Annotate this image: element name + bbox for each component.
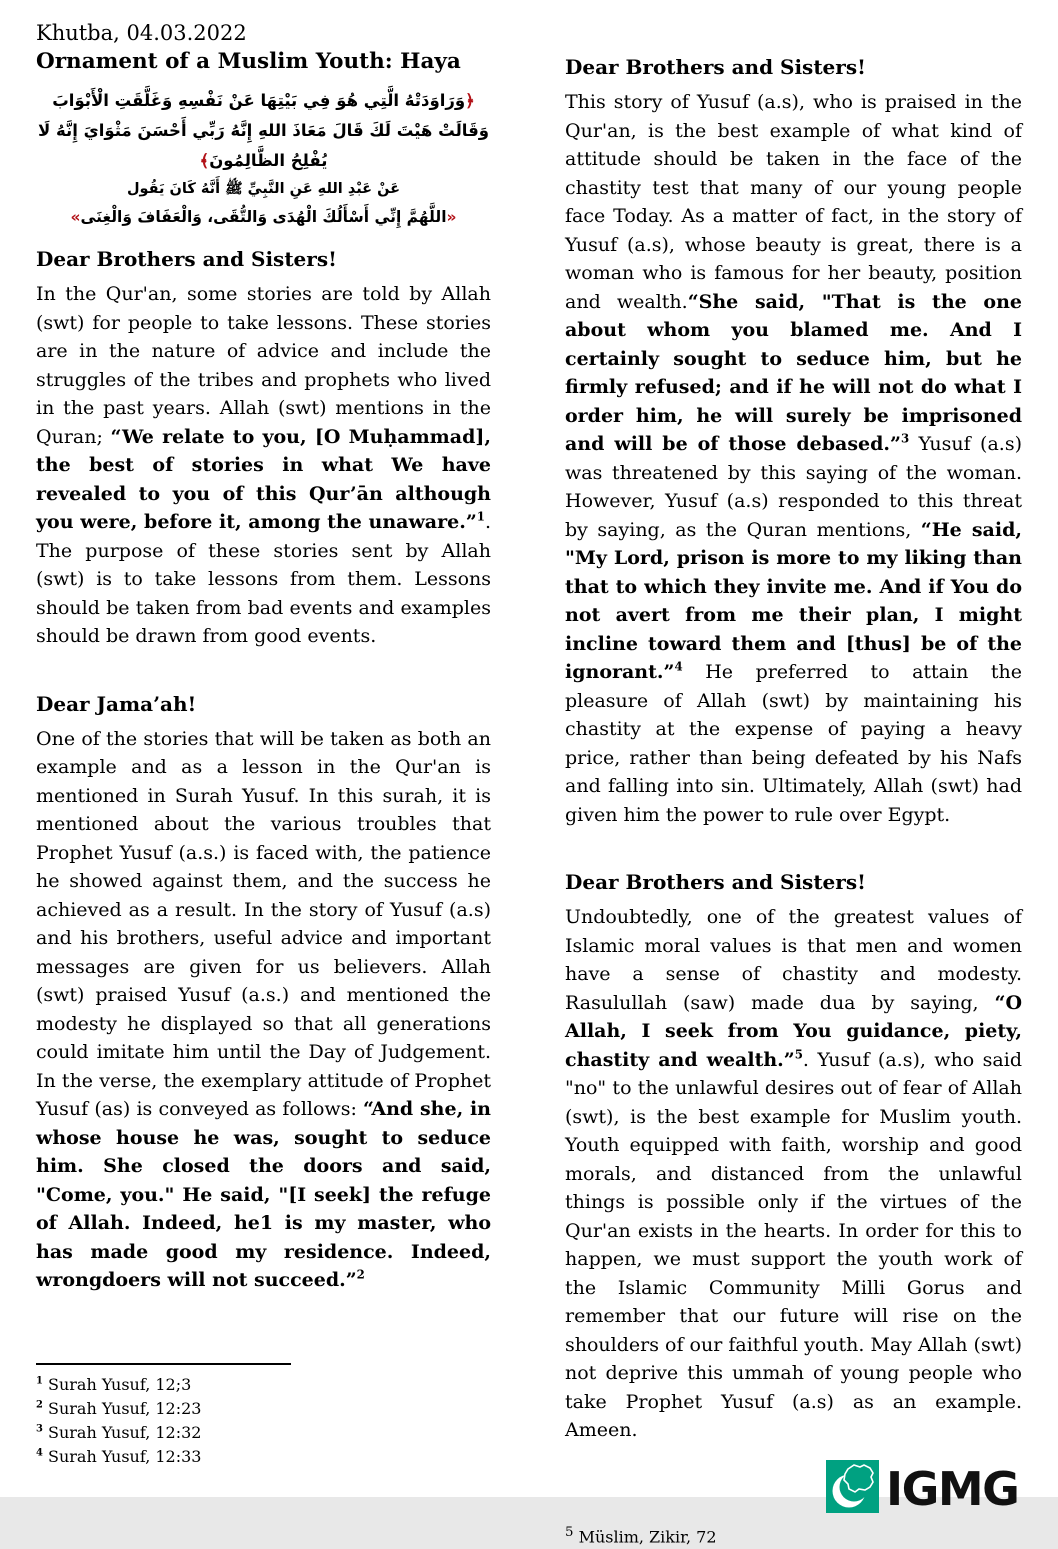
footnote-separator <box>36 1363 291 1365</box>
section-paragraph: Undoubtedly, one of the greatest values of Islamic moral values is that men and women have a sense of chastity and modesty. Rasulullah (saw) made dua by saying, “O Allah, I seek from You guidance, piety, chastity and wealth.”$^5$. Yusuf (a.s), who said "no" to the unlawful desires out of fear of Allah (swt), is the best example for Muslim youth. Youth equipped with faith, worship and good morals, and distanced from the unlawful things is possible only if the virtues of the Qur'an exists in the hearts. In order for this to happen, we must support the youth work of the Islamic Community Milli Gorus and remember that our future will rise on the shoulders of our faithful youth. May Allah (swt) not deprive this ummah of young people who take Prophet Yusuf (a.s) as an example. Ameen. <box>565 906 1022 1441</box>
footnote-2 <box>36 1397 491 1421</box>
footnote-1 <box>36 1373 491 1397</box>
section-heading: Dear Brothers and Sisters! <box>36 247 337 272</box>
section-paragraph: This story of Yusuf (a.s), who is praised in the Qur'an, is the best example of what kind of attitude should be taken in the face of the chastity test that many of our young people face Today. As a matter of fact, in the story of Yusuf (a.s), whose beauty is great, there is a woman who is famous for her beauty, position and wealth.“She said, "That is the one about whom you blamed me. And I certainly sought to seduce him, but he firmly refused; and if he will not do what I order him, he will surely be imprisoned and will be of those debased.”$^3$ Yusuf (a.s) was threatened by this saying of the woman. However, Yusuf (a.s) responded to this threat by saying, as the Quran mentions, “He said, "My Lord, prison is more to my liking than that to which they invite me. And if You do not avert from me their plan, I might incline toward them and [thus] be of the ignorant.”$^4$ He preferred to attain the pleasure of Allah (swt) by maintaining his chastity at the expense of paying a heavy price, rather than being defeated by his Nafs and falling into sin. Ultimately, Allah (swt) had given him the power to rule over Egypt. <box>565 91 1023 826</box>
section-right-1 <box>565 20 1022 829</box>
section-right-2 <box>565 829 1022 1445</box>
left-column <box>36 20 491 1469</box>
footnote-text: Surah Yusuf, 12:32 <box>48 1423 202 1442</box>
arabic-quote-block <box>36 80 491 232</box>
dua-text: اللَّهُمَّ إِنِّي أَسْأَلُكَ الْهُدَى وَالتُّقَى، وَالْعَفَافَ وَالْغِنَى <box>80 208 447 227</box>
guillemet-close: » <box>70 208 81 227</box>
section-paragraph: In the Qur'an, some stories are told by Allah (swt) for people to take lessons. These stories are in the nature of advice and include the struggles of the tribes and prophets who lived in the past years. Allah (swt) mentions in the Quran; “We relate to you, [O Muḥammad], the best of stories in what We have revealed to you of this Qur’ān although you were, before it, among the unaware.”$^1$. The purpose of these stories sent by Allah (swt) is to take lessons from them. Lessons should be taken from bad events and examples should be drawn from good events. <box>36 283 491 648</box>
hadith-chain-arabic: عَنْ عَبْدِ اللهِ عَنِ النَّبِيِّ ﷺ أَنَّهُ كَانَ يَقُول <box>126 181 401 198</box>
footnotes-left <box>36 1363 491 1469</box>
page-title: Ornament of a Muslim Youth: Haya <box>36 49 461 75</box>
footnote-number: 4 <box>36 1447 43 1459</box>
section-heading: Dear Jama’ah! <box>36 691 197 716</box>
footnote-text: Surah Yusuf, 12;3 <box>48 1375 192 1394</box>
guillemet-open: « <box>446 208 457 227</box>
footnote-number: 5 <box>565 1524 574 1540</box>
section-heading: Dear Brothers and Sisters! <box>565 870 866 894</box>
footnote-5 <box>565 1521 1022 1549</box>
footnote-number: 3 <box>36 1423 43 1435</box>
igmg-logo <box>826 1455 1022 1521</box>
footnote-text: Surah Yusuf, 12:33 <box>48 1447 202 1466</box>
footnote-text: Müslim, Zikir, 72 <box>578 1526 717 1546</box>
quran-verse-arabic <box>36 86 491 176</box>
map-icon <box>844 1465 873 1492</box>
section-left-1 <box>36 232 491 651</box>
dua-arabic <box>36 204 491 232</box>
section-heading: Dear Brothers and Sisters! <box>565 55 866 79</box>
ornate-open-bracket: ﴿ <box>465 91 475 111</box>
document-date: Khutba, 04.03.2022 <box>36 21 247 45</box>
footnote-number: 2 <box>36 1399 43 1411</box>
ornate-close-bracket: ﴾ <box>199 151 210 171</box>
footnote-3 <box>36 1421 491 1445</box>
section-paragraph: One of the stories that will be taken as both an example and as a lesson in the Qur'an is mentioned in Surah Yusuf. In this surah, it is mentioned about the various troubles that Prophet Yusuf (a.s.) is faced with, the patience he showed against them, and the success he achieved as a result. In the story of Yusuf (a.s) and his brothers, useful advice and important messages are given for us believers. Allah (swt) praised Yusuf (a.s.) and mentioned the modesty he displayed so that all generations could imitate him until the Day of Judgement. In the verse, the exemplary attitude of Prophet Yusuf (as) is conveyed as follows: “And she, in whose house he was, sought to seduce him. She closed the doors and said, "Come, you." He said, "[I seek] the refuge of Allah. Indeed, he1 is my master, who has made good my residence. Indeed, wrongdoers will not succeed.”$^2$ <box>36 727 491 1292</box>
footnote-number: 1 <box>36 1375 43 1387</box>
quran-verse-text: وَرَاوَدَتْهُ الَّتِي هُوَ فِي بَيْتِهَا عَنْ نَفْسِهِ وَغَلَّقَتِ الْأَبْوَابَ وَقَالَتْ هَيْتَ لَكَ قَالَ مَعَاذَ اللهِ إِنَّهُ رَبِّي أَحْسَنَ مَثْوَايَ إِنَّهُ لَا يُفْلِحُ الظَّالِمُونَ <box>37 91 490 171</box>
footnote-text: Surah Yusuf, 12:23 <box>48 1399 202 1418</box>
footnote-4 <box>36 1445 491 1469</box>
right-column <box>565 20 1023 1546</box>
section-left-2 <box>36 651 491 1295</box>
logo-wordmark: IGMG <box>886 1461 1019 1516</box>
